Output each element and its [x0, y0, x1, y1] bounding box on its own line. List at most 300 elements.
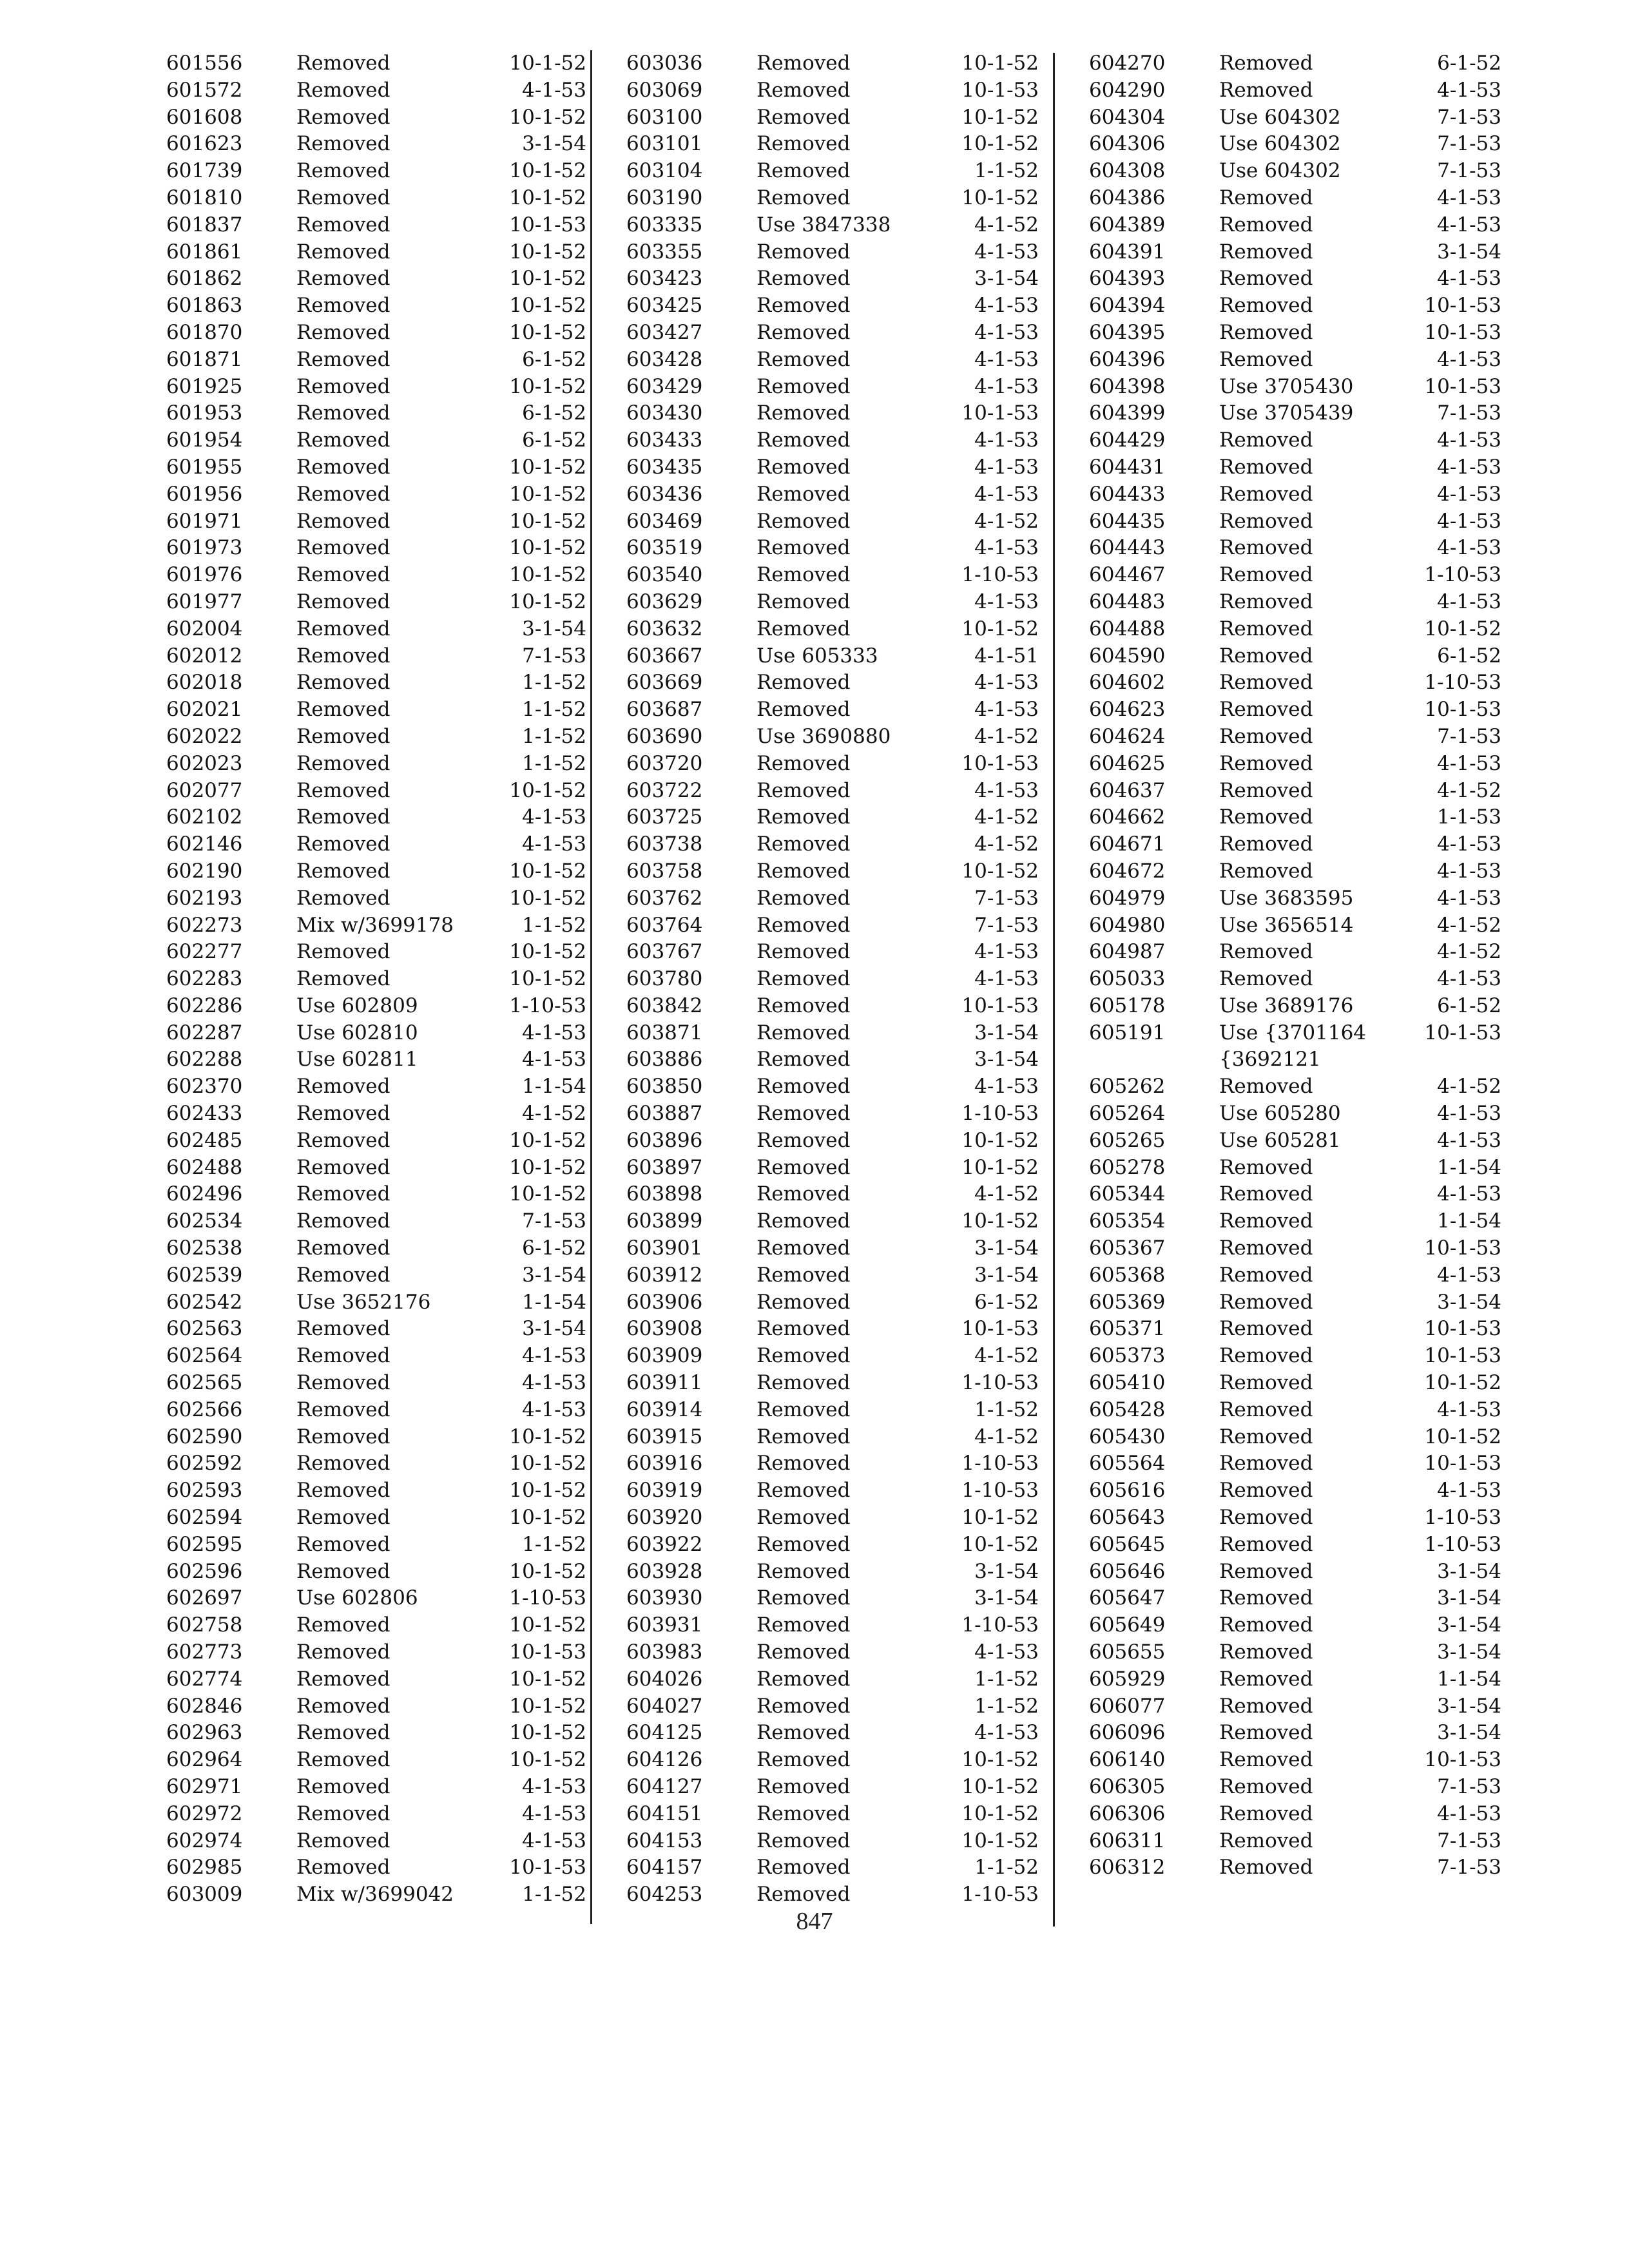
table-row [166, 481, 586, 508]
table-row [166, 939, 586, 966]
table-row [1089, 185, 1501, 212]
table-row [626, 1181, 1039, 1208]
effective-date: 10-1-52 [509, 967, 586, 991]
table-row [166, 724, 586, 751]
part-number: 604431 [1089, 455, 1166, 479]
table-row [166, 616, 586, 643]
table-row [1089, 1585, 1501, 1612]
part-number: 604979 [1089, 886, 1166, 910]
part-number: 604253 [626, 1883, 703, 1907]
disposition: Removed [296, 1856, 390, 1879]
disposition: {3692121 [1219, 1048, 1321, 1072]
effective-date: 10-1-52 [1424, 617, 1501, 640]
table-row [1089, 1612, 1501, 1639]
effective-date: 10-1-52 [961, 1532, 1039, 1556]
effective-date: 4-1-53 [1437, 1479, 1501, 1503]
part-number: 602433 [166, 1102, 243, 1126]
effective-date: 4-1-53 [1437, 267, 1501, 291]
table-row [166, 1397, 586, 1424]
table-row [1089, 1397, 1501, 1424]
table-row [1089, 1532, 1501, 1559]
disposition: Removed [757, 967, 851, 991]
table-row [1089, 1559, 1501, 1586]
table-row [1089, 939, 1501, 966]
disposition: Removed [1219, 671, 1313, 695]
part-number: 605373 [1089, 1344, 1166, 1368]
disposition: Removed [296, 428, 390, 452]
part-number: 601810 [166, 186, 243, 209]
disposition: Removed [757, 509, 851, 533]
table-row [166, 158, 586, 185]
disposition: Removed [757, 482, 851, 506]
effective-date: 10-1-52 [509, 374, 586, 398]
effective-date: 4-1-52 [1437, 1075, 1501, 1099]
table-row [626, 1100, 1039, 1128]
part-number: 603922 [626, 1532, 703, 1556]
disposition: Removed [296, 1371, 390, 1395]
table-row [626, 131, 1039, 158]
effective-date: 7-1-53 [1437, 724, 1501, 748]
table-row [626, 1532, 1039, 1559]
effective-date: 1-10-53 [1424, 1532, 1501, 1556]
part-number: 603104 [626, 159, 703, 183]
table-row [166, 1289, 586, 1316]
disposition: Removed [296, 1263, 390, 1287]
part-number: 603469 [626, 509, 703, 533]
disposition: Removed [757, 1640, 851, 1664]
disposition: Removed [757, 913, 851, 937]
effective-date: 1-1-52 [522, 913, 586, 937]
disposition: Removed [296, 1398, 390, 1421]
part-number: 602077 [166, 778, 243, 802]
disposition: Removed [757, 940, 851, 964]
effective-date: 10-1-52 [509, 940, 586, 964]
table-row [626, 1801, 1039, 1828]
effective-date: 4-1-53 [974, 967, 1039, 991]
part-number: 605371 [1089, 1317, 1166, 1341]
disposition: Removed [296, 536, 390, 560]
table-row [166, 643, 586, 670]
effective-date: 4-1-53 [1437, 347, 1501, 371]
part-number: 603919 [626, 1479, 703, 1503]
disposition: Removed [757, 1398, 851, 1421]
table-row [166, 239, 586, 266]
disposition: Removed [1219, 294, 1313, 318]
part-number: 603762 [626, 886, 703, 910]
effective-date: 4-1-53 [1437, 428, 1501, 452]
disposition: Removed [757, 1856, 851, 1879]
effective-date: 7-1-53 [1437, 401, 1501, 425]
disposition: Removed [1219, 78, 1313, 102]
part-number: 604393 [1089, 267, 1166, 291]
effective-date: 1-1-52 [522, 698, 586, 722]
table-row [626, 778, 1039, 805]
disposition: Removed [757, 1371, 851, 1395]
table-row [166, 751, 586, 778]
part-number: 603916 [626, 1452, 703, 1475]
effective-date: 1-10-53 [961, 1613, 1039, 1637]
disposition: Removed [1219, 213, 1313, 236]
part-number: 604429 [1089, 428, 1166, 452]
part-number: 605616 [1089, 1479, 1166, 1503]
disposition: Removed [296, 509, 390, 533]
disposition: Removed [1219, 563, 1313, 587]
table-row [626, 265, 1039, 293]
part-number: 605430 [1089, 1425, 1166, 1448]
disposition: Removed [296, 1721, 390, 1745]
disposition: Removed [1219, 1802, 1313, 1825]
part-number: 601556 [166, 52, 243, 75]
table-row [626, 1370, 1039, 1397]
disposition: Removed [1219, 1263, 1313, 1287]
table-row [166, 1370, 586, 1397]
effective-date: 10-1-52 [961, 1775, 1039, 1798]
table-row [166, 831, 586, 858]
disposition: Removed [296, 78, 390, 102]
effective-date: 10-1-52 [961, 186, 1039, 209]
disposition: Removed [296, 240, 390, 264]
disposition: Removed [296, 1775, 390, 1798]
disposition: Removed [296, 751, 390, 775]
table-row [166, 185, 586, 212]
part-number: 606096 [1089, 1721, 1166, 1745]
disposition: Removed [296, 886, 390, 910]
effective-date: 10-1-52 [509, 1613, 586, 1637]
disposition: Removed [296, 1155, 390, 1179]
table-row [166, 1585, 586, 1612]
table-row [166, 1181, 586, 1208]
effective-date: 3-1-54 [974, 1048, 1039, 1072]
part-number: 606077 [1089, 1694, 1166, 1718]
effective-date: 10-1-53 [961, 78, 1039, 102]
part-number: 606305 [1089, 1775, 1166, 1798]
table-row [626, 1720, 1039, 1747]
disposition: Use 604302 [1219, 132, 1341, 156]
part-number: 602102 [166, 805, 243, 829]
table-row [1089, 1343, 1501, 1370]
disposition: Removed [1219, 428, 1313, 452]
disposition: Removed [296, 1694, 390, 1718]
part-number: 603764 [626, 913, 703, 937]
effective-date: 10-1-52 [509, 1182, 586, 1206]
table-row [166, 562, 586, 589]
effective-date: 4-1-53 [522, 1021, 586, 1044]
part-number: 602774 [166, 1667, 243, 1691]
disposition: Removed [1219, 1075, 1313, 1099]
table-row [166, 669, 586, 697]
part-number: 601971 [166, 509, 243, 533]
disposition: Removed [757, 1344, 851, 1368]
table-row [166, 293, 586, 320]
effective-date: 7-1-53 [1437, 105, 1501, 129]
effective-date: 4-1-53 [974, 347, 1039, 371]
column-divider [590, 50, 592, 1924]
effective-date: 4-1-53 [1437, 455, 1501, 479]
part-number: 604126 [626, 1748, 703, 1772]
table-row [626, 751, 1039, 778]
table-row [1089, 912, 1501, 939]
part-number: 603758 [626, 859, 703, 883]
part-number: 602286 [166, 994, 243, 1017]
disposition: Removed [757, 240, 851, 264]
effective-date: 3-1-54 [974, 267, 1039, 291]
table-row [166, 778, 586, 805]
effective-date: 1-1-52 [522, 724, 586, 748]
part-number: 603720 [626, 751, 703, 775]
disposition: Removed [1219, 1182, 1313, 1206]
disposition: Removed [757, 132, 851, 156]
part-number: 604391 [1089, 240, 1166, 264]
disposition: Removed [296, 644, 390, 668]
table-row [1089, 535, 1501, 562]
part-number: 602697 [166, 1586, 243, 1610]
effective-date: 4-1-53 [1437, 509, 1501, 533]
effective-date: 7-1-53 [1437, 159, 1501, 183]
disposition: Use 3690880 [757, 724, 891, 748]
part-number: 603886 [626, 1048, 703, 1072]
disposition: Removed [757, 1532, 851, 1556]
effective-date: 4-1-53 [522, 1775, 586, 1798]
disposition: Removed [757, 751, 851, 775]
disposition: Removed [1219, 1506, 1313, 1530]
part-number: 601870 [166, 320, 243, 344]
effective-date: 1-10-53 [509, 1586, 586, 1610]
disposition: Removed [757, 1452, 851, 1475]
table-row [166, 1854, 586, 1881]
effective-date: 4-1-52 [974, 832, 1039, 856]
effective-date: 1-10-53 [961, 1479, 1039, 1503]
table-row [166, 1100, 586, 1128]
table-row [626, 347, 1039, 374]
disposition: Removed [757, 832, 851, 856]
effective-date: 4-1-53 [522, 1802, 586, 1825]
part-number: 605646 [1089, 1559, 1166, 1583]
part-number: 605262 [1089, 1075, 1166, 1099]
table-row [626, 1854, 1039, 1881]
table-row [1089, 724, 1501, 751]
table-row [1089, 131, 1501, 158]
part-number: 603911 [626, 1371, 703, 1395]
disposition: Removed [296, 294, 390, 318]
effective-date: 10-1-52 [961, 1506, 1039, 1530]
effective-date: 4-1-53 [1437, 213, 1501, 236]
part-number: 601976 [166, 563, 243, 587]
table-row [1089, 1693, 1501, 1720]
effective-date: 4-1-53 [1437, 1128, 1501, 1152]
disposition: Removed [757, 1075, 851, 1099]
effective-date: 4-1-53 [974, 455, 1039, 479]
table-row [1089, 669, 1501, 697]
table-row [1089, 858, 1501, 885]
part-number: 605655 [1089, 1640, 1166, 1664]
disposition: Removed [757, 1667, 851, 1691]
table-row [626, 293, 1039, 320]
table-row [1089, 158, 1501, 185]
part-number: 603725 [626, 805, 703, 829]
part-number: 604306 [1089, 132, 1166, 156]
disposition: Removed [296, 940, 390, 964]
table-row [1089, 239, 1501, 266]
part-number: 604625 [1089, 751, 1166, 775]
disposition: Removed [757, 1506, 851, 1530]
disposition: Removed [757, 563, 851, 587]
table-row [166, 212, 586, 239]
part-number: 605033 [1089, 967, 1166, 991]
table-row [1089, 589, 1501, 616]
effective-date: 4-1-53 [974, 1721, 1039, 1745]
disposition: Removed [1219, 536, 1313, 560]
effective-date: 1-1-52 [522, 671, 586, 695]
part-number: 603842 [626, 994, 703, 1017]
disposition: Removed [296, 213, 390, 236]
effective-date: 4-1-53 [974, 240, 1039, 264]
part-number: 603931 [626, 1613, 703, 1637]
disposition: Removed [1219, 805, 1313, 829]
part-number: 602018 [166, 671, 243, 695]
effective-date: 10-1-52 [509, 186, 586, 209]
disposition: Removed [757, 617, 851, 640]
disposition: Use 3689176 [1219, 994, 1354, 1017]
part-number: 605649 [1089, 1613, 1166, 1637]
part-number: 603100 [626, 105, 703, 129]
effective-date: 10-1-52 [509, 1667, 586, 1691]
part-number: 605178 [1089, 994, 1166, 1017]
effective-date: 10-1-53 [1424, 1317, 1501, 1341]
disposition: Removed [757, 294, 851, 318]
effective-date: 1-1-54 [522, 1075, 586, 1099]
part-number: 601863 [166, 294, 243, 318]
part-number: 604127 [626, 1775, 703, 1798]
part-number: 603433 [626, 428, 703, 452]
effective-date: 6-1-52 [522, 401, 586, 425]
effective-date: 4-1-53 [522, 78, 586, 102]
disposition: Use 3652176 [296, 1290, 431, 1314]
table-row [166, 104, 586, 131]
page-number: 847 [796, 1908, 833, 1935]
effective-date: 4-1-52 [1437, 940, 1501, 964]
table-row [626, 885, 1039, 912]
table-row [626, 1020, 1039, 1047]
effective-date: 4-1-53 [974, 294, 1039, 318]
disposition: Removed [757, 320, 851, 344]
disposition: Removed [757, 1425, 851, 1448]
part-number: 603009 [166, 1883, 243, 1907]
table-row [1089, 1450, 1501, 1477]
part-number: 601871 [166, 347, 243, 371]
table-row [1089, 1073, 1501, 1100]
part-number: 601954 [166, 428, 243, 452]
table-row [1089, 1477, 1501, 1504]
disposition: Removed [296, 967, 390, 991]
part-number: 605191 [1089, 1021, 1166, 1044]
parts-column-1 [166, 50, 586, 1932]
disposition: Removed [757, 1128, 851, 1152]
table-row [1089, 1289, 1501, 1316]
part-number: 604624 [1089, 724, 1166, 748]
part-number: 603423 [626, 267, 703, 291]
table-row [1089, 454, 1501, 481]
table-row [626, 1559, 1039, 1586]
part-number: 603519 [626, 536, 703, 560]
disposition: Removed [296, 1559, 390, 1583]
effective-date: 4-1-53 [1437, 1398, 1501, 1421]
part-number: 603983 [626, 1640, 703, 1664]
effective-date: 4-1-53 [522, 1048, 586, 1072]
part-number: 601953 [166, 401, 243, 425]
table-row [626, 1289, 1039, 1316]
disposition: Removed [296, 1182, 390, 1206]
disposition: Removed [757, 1883, 851, 1907]
table-row [626, 535, 1039, 562]
disposition: Removed [296, 859, 390, 883]
part-number: 604396 [1089, 347, 1166, 371]
part-number: 602012 [166, 644, 243, 668]
disposition: Removed [757, 1775, 851, 1798]
effective-date: 1-1-52 [522, 1883, 586, 1907]
table-row [166, 1612, 586, 1639]
effective-date: 1-10-53 [961, 563, 1039, 587]
part-number: 602563 [166, 1317, 243, 1341]
effective-date: 4-1-53 [974, 671, 1039, 695]
disposition: Removed [296, 159, 390, 183]
table-row [626, 966, 1039, 993]
effective-date: 6-1-52 [1437, 52, 1501, 75]
disposition: Removed [757, 52, 851, 75]
table-row [166, 1693, 586, 1720]
part-number: 603190 [626, 186, 703, 209]
effective-date: 4-1-53 [974, 778, 1039, 802]
part-number: 603069 [626, 78, 703, 102]
effective-date: 10-1-52 [509, 159, 586, 183]
effective-date: 1-1-52 [974, 1667, 1039, 1691]
disposition: Removed [757, 1721, 851, 1745]
table-row [626, 104, 1039, 131]
disposition: Removed [296, 1532, 390, 1556]
disposition: Removed [296, 617, 390, 640]
disposition: Removed [296, 401, 390, 425]
effective-date: 10-1-52 [1424, 1371, 1501, 1395]
disposition: Removed [1219, 617, 1313, 640]
part-number: 602592 [166, 1452, 243, 1475]
disposition: Removed [1219, 455, 1313, 479]
table-row [166, 77, 586, 104]
effective-date: 1-1-54 [1437, 1209, 1501, 1233]
disposition: Removed [1219, 1425, 1313, 1448]
effective-date: 1-1-53 [1437, 805, 1501, 829]
part-number: 602193 [166, 886, 243, 910]
effective-date: 10-1-52 [509, 267, 586, 291]
effective-date: 4-1-53 [974, 1075, 1039, 1099]
effective-date: 10-1-52 [509, 52, 586, 75]
table-row [1089, 293, 1501, 320]
part-number: 606311 [1089, 1829, 1166, 1852]
table-row [166, 1343, 586, 1370]
part-number: 603780 [626, 967, 703, 991]
effective-date: 4-1-53 [522, 1344, 586, 1368]
effective-date: 10-1-52 [961, 1748, 1039, 1772]
effective-date: 7-1-53 [1437, 1856, 1501, 1879]
effective-date: 10-1-52 [961, 132, 1039, 156]
table-row [166, 400, 586, 427]
effective-date: 3-1-54 [974, 1021, 1039, 1044]
part-number: 604399 [1089, 401, 1166, 425]
part-number: 602288 [166, 1048, 243, 1072]
effective-date: 10-1-53 [1424, 374, 1501, 398]
effective-date: 10-1-52 [961, 52, 1039, 75]
disposition: Removed [296, 482, 390, 506]
disposition: Removed [296, 671, 390, 695]
part-number: 604467 [1089, 563, 1166, 587]
